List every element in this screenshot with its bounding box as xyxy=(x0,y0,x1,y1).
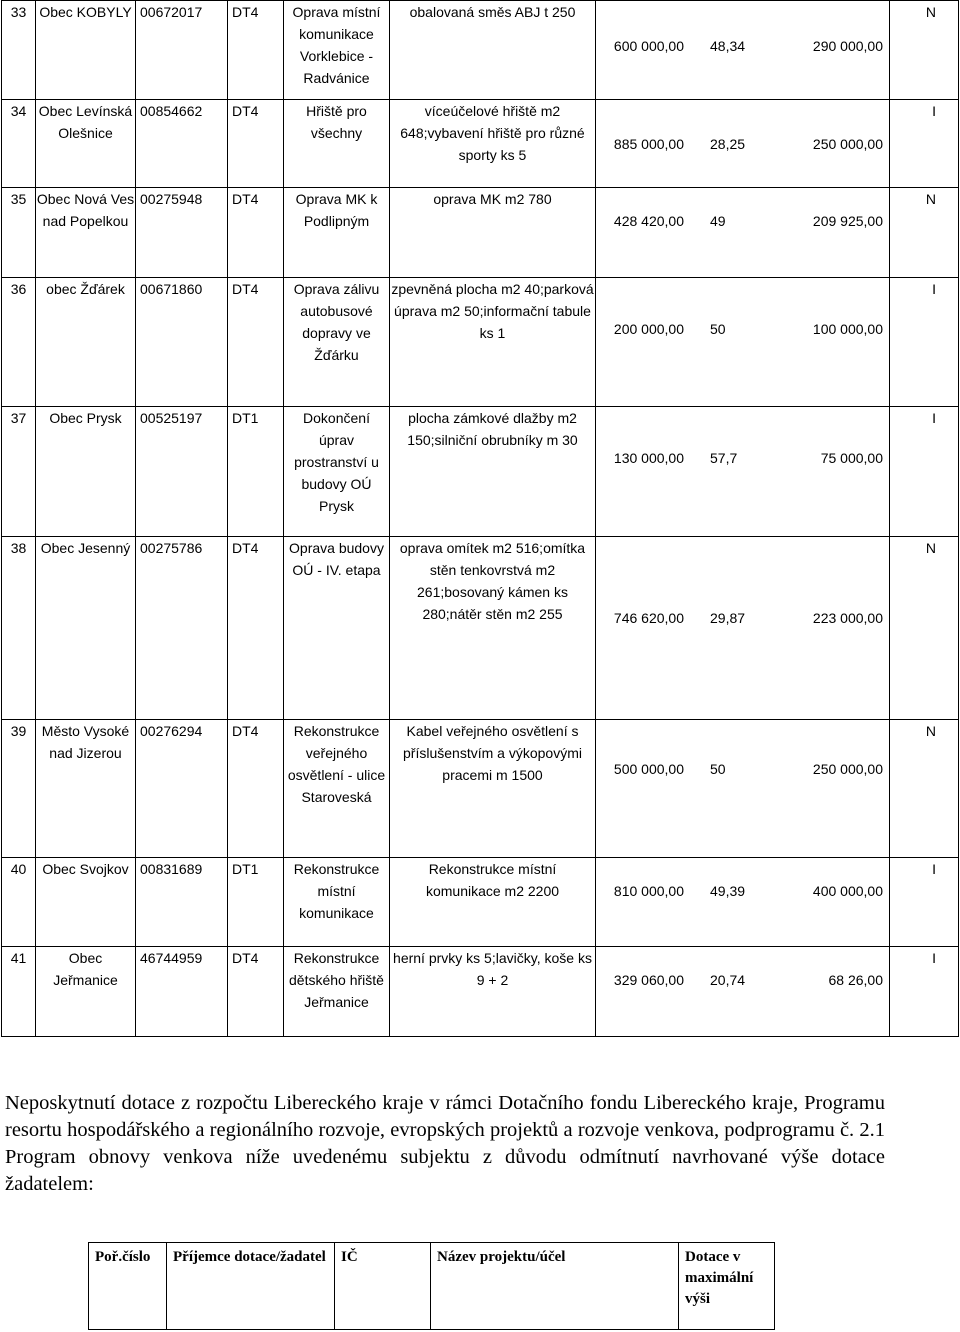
subsidy-amount: 68 26,00 xyxy=(828,972,883,988)
total-cost: 885 000,00 xyxy=(613,136,684,152)
row-number: 39 xyxy=(2,720,36,858)
total-cost: 329 060,00 xyxy=(613,972,684,988)
subsidy-percent: 50 xyxy=(710,321,726,337)
recipient: obec Žďárek xyxy=(36,278,136,407)
ico: 00831689 xyxy=(136,858,228,947)
amounts xyxy=(596,1,890,100)
project-description: oprava MK m2 780 xyxy=(390,188,596,278)
ico: 00854662 xyxy=(136,100,228,188)
subsidy-amount: 400 000,00 xyxy=(812,883,883,899)
title-code: DT1 xyxy=(228,858,284,947)
title-code: DT1 xyxy=(228,407,284,537)
title-code: DT4 xyxy=(228,720,284,858)
row-number: 33 xyxy=(2,1,36,100)
subsidy-amount: 250 000,00 xyxy=(812,136,883,152)
table-row xyxy=(2,858,959,947)
header-row xyxy=(89,1243,775,1330)
header-nazev-projektu: Název projektu/účel xyxy=(431,1243,679,1330)
row-number: 41 xyxy=(2,947,36,1037)
header-dotace: Dotace v maximální výši xyxy=(679,1243,775,1330)
project-description: Rekonstrukce místní komunikace m2 2200 xyxy=(390,858,596,947)
table-row xyxy=(2,720,959,858)
subsidy-percent: 50 xyxy=(710,761,726,777)
total-cost: 428 420,00 xyxy=(613,213,684,229)
row-number: 38 xyxy=(2,537,36,720)
status-flag: I xyxy=(890,278,959,407)
project-name: Rekonstrukce místní komunikace xyxy=(284,858,390,947)
title-code: DT4 xyxy=(228,537,284,720)
recipient: Obec Jeřmanice xyxy=(36,947,136,1037)
total-cost: 130 000,00 xyxy=(613,450,684,466)
project-description: Kabel veřejného osvětlení s příslušenstvím a výkopovými pracemi m 1500 xyxy=(390,720,596,858)
title-code: DT4 xyxy=(228,1,284,100)
table-row xyxy=(2,278,959,407)
project-name: Oprava MK k Podlipným xyxy=(284,188,390,278)
row-number: 36 xyxy=(2,278,36,407)
project-name: Oprava zálivu autobusové dopravy ve Žďárku xyxy=(284,278,390,407)
project-name: Oprava budovy OÚ - IV. etapa xyxy=(284,537,390,720)
ico: 00275786 xyxy=(136,537,228,720)
ico: 00275948 xyxy=(136,188,228,278)
amounts xyxy=(596,100,890,188)
row-number: 34 xyxy=(2,100,36,188)
ico: 00525197 xyxy=(136,407,228,537)
amounts xyxy=(596,407,890,537)
subsidy-percent: 49,39 xyxy=(710,883,746,899)
amounts xyxy=(596,278,890,407)
recipient: Obec Levínská Olešnice xyxy=(36,100,136,188)
table-row xyxy=(2,947,959,1037)
project-name: Oprava místní komunikace Vorklebice - Radvánice xyxy=(284,1,390,100)
header-por-cislo: Poř.číslo xyxy=(89,1243,167,1330)
ico: 00671860 xyxy=(136,278,228,407)
subsidy-amount: 250 000,00 xyxy=(812,761,883,777)
header-prijemce: Příjemce dotace/žadatel xyxy=(167,1243,335,1330)
project-description: oprava omítek m2 516;omítka stěn tenkovrstvá m2 261;bosovaný kámen ks 280;nátěr stěn m2 255 xyxy=(390,537,596,720)
table-row xyxy=(2,100,959,188)
subsidy-percent: 48,34 xyxy=(710,38,746,54)
recipient: Obec KOBYLY xyxy=(36,1,136,100)
amounts xyxy=(596,947,890,1037)
title-code: DT4 xyxy=(228,947,284,1037)
subsidy-amount: 100 000,00 xyxy=(812,321,883,337)
project-description: herní prvky ks 5;lavičky, koše ks 9 + 2 xyxy=(390,947,596,1037)
status-flag: N xyxy=(890,537,959,720)
status-flag: I xyxy=(890,947,959,1037)
subsidy-percent: 20,74 xyxy=(710,972,746,988)
project-name: Dokončení úprav prostranství u budovy OÚ Prysk xyxy=(284,407,390,537)
row-number: 40 xyxy=(2,858,36,947)
status-flag: I xyxy=(890,100,959,188)
subsidy-amount: 75 000,00 xyxy=(820,450,883,466)
recipient: Obec Jesenný xyxy=(36,537,136,720)
status-flag: N xyxy=(890,720,959,858)
amounts xyxy=(596,720,890,858)
rejection-paragraph: Neposkytnutí dotace z rozpočtu Libereckého kraje v rámci Dotačního fondu Libereckého kraje, Programu resortu hospodářského a regionálního rozvoje, evropských projektů a rozvoje venkova, podprogramu č. 2.1 Program obnovy venkova níže uvedenému subjektu z důvodu odmítnutí navrhované výše dotace žadatelem: xyxy=(5,1092,885,1195)
amounts xyxy=(596,537,890,720)
project-description: obalovaná směs ABJ t 250 xyxy=(390,1,596,100)
recipient: Město Vysoké nad Jizerou xyxy=(36,720,136,858)
project-description: víceúčelové hřiště m2 648;vybavení hřiště pro různé sporty ks 5 xyxy=(390,100,596,188)
status-flag: N xyxy=(890,1,959,100)
project-name: Rekonstrukce veřejného osvětlení - ulice Staroveská xyxy=(284,720,390,858)
ico: 00276294 xyxy=(136,720,228,858)
total-cost: 600 000,00 xyxy=(613,38,684,54)
subsidy-percent: 29,87 xyxy=(710,610,746,626)
table-row xyxy=(2,188,959,278)
total-cost: 200 000,00 xyxy=(613,321,684,337)
recipient: Obec Svojkov xyxy=(36,858,136,947)
header-ic: IČ xyxy=(335,1243,431,1330)
table-row xyxy=(2,1,959,100)
subsidy-percent: 49 xyxy=(710,213,726,229)
row-number: 35 xyxy=(2,188,36,278)
subsidy-percent: 57,7 xyxy=(710,450,738,466)
projects-table xyxy=(1,0,959,1037)
title-code: DT4 xyxy=(228,188,284,278)
total-cost: 500 000,00 xyxy=(613,761,684,777)
ico: 00672017 xyxy=(136,1,228,100)
row-number: 37 xyxy=(2,407,36,537)
amounts xyxy=(596,188,890,278)
subsidy-amount: 223 000,00 xyxy=(812,610,883,626)
subsidy-percent: 28,25 xyxy=(710,136,746,152)
total-cost: 810 000,00 xyxy=(613,883,684,899)
subsidy-amount: 290 000,00 xyxy=(812,38,883,54)
recipient: Obec Nová Ves nad Popelkou xyxy=(36,188,136,278)
title-code: DT4 xyxy=(228,100,284,188)
recipient: Obec Prysk xyxy=(36,407,136,537)
status-flag: I xyxy=(890,407,959,537)
total-cost: 746 620,00 xyxy=(613,610,684,626)
rejected-table-header xyxy=(88,1242,775,1330)
ico: 46744959 xyxy=(136,947,228,1037)
status-flag: N xyxy=(890,188,959,278)
amounts xyxy=(596,858,890,947)
title-code: DT4 xyxy=(228,278,284,407)
project-name: Hřiště pro všechny xyxy=(284,100,390,188)
table-row xyxy=(2,537,959,720)
project-name: Rekonstrukce dětského hřiště Jeřmanice xyxy=(284,947,390,1037)
status-flag: I xyxy=(890,858,959,947)
project-description: plocha zámkové dlažby m2 150;silniční obrubníky m 30 xyxy=(390,407,596,537)
project-description: zpevněná plocha m2 40;parková úprava m2 50;informační tabule ks 1 xyxy=(390,278,596,407)
table-row xyxy=(2,407,959,537)
subsidy-amount: 209 925,00 xyxy=(812,213,883,229)
